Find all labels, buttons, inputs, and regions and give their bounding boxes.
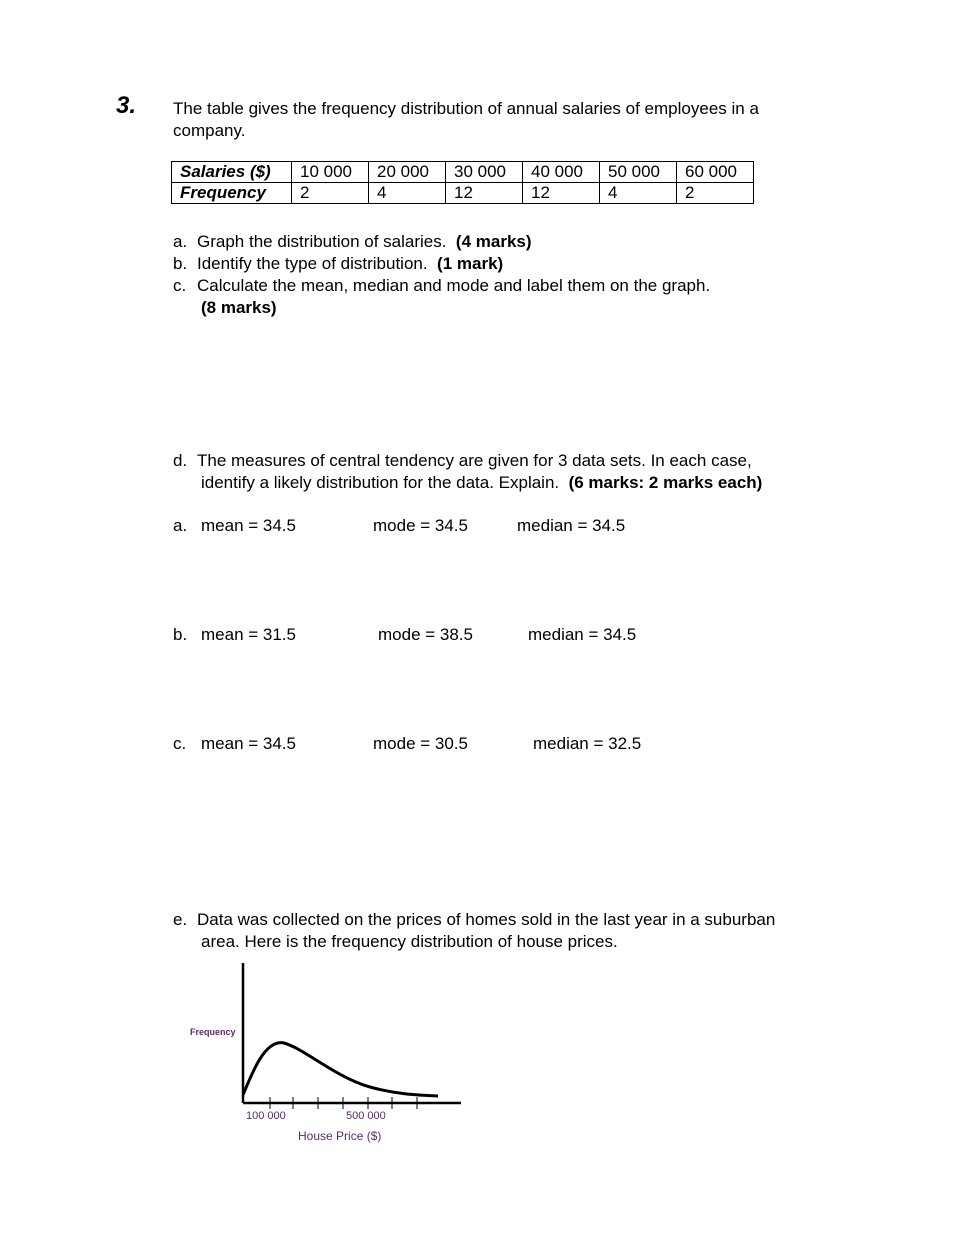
dataset-mode: mode = 30.5 [373, 734, 468, 753]
intro-line-1: The table gives the frequency distribution of annual salaries of employees in a [173, 99, 759, 118]
part-e-marker: e. [173, 910, 188, 929]
part-a-marks: (4 marks) [455, 232, 532, 251]
part-d-marker: d. [173, 451, 188, 470]
row-header-salaries: Salaries ($) [172, 162, 292, 183]
dataset-marker: a. [173, 516, 188, 535]
row-header-frequency: Frequency [172, 183, 292, 204]
part-d-line-1: The measures of central tendency are given for 3 data sets. In each case, [197, 451, 752, 470]
part-d-line-2: identify a likely distribution for the data. Explain. [201, 473, 560, 492]
part-b-text: Identify the type of distribution. [197, 254, 428, 273]
dataset-marker: b. [173, 625, 188, 644]
frequency-cell: 12 [523, 183, 600, 204]
salary-cell: 40 000 [523, 162, 600, 183]
part-d [173, 450, 752, 472]
dataset-mean: mean = 34.5 [201, 734, 296, 753]
dataset-mean: mean = 31.5 [201, 625, 296, 644]
part-b-marker: b. [173, 254, 188, 273]
dataset-median: median = 34.5 [528, 625, 637, 644]
x-tick-label: 100 000 [246, 1110, 286, 1122]
part-b [173, 253, 503, 275]
frequency-cell: 4 [600, 183, 677, 204]
dataset-mode: mode = 38.5 [378, 625, 473, 644]
part-d-marks: (6 marks: 2 marks each) [568, 473, 763, 492]
part-a-text: Graph the distribution of salaries. [197, 232, 447, 251]
salary-cell: 50 000 [600, 162, 677, 183]
dataset-median: median = 32.5 [533, 734, 642, 753]
salary-cell: 60 000 [677, 162, 754, 183]
dataset-mode: mode = 34.5 [373, 516, 468, 535]
part-e-line-1: Data was collected on the prices of homes sold in the last year in a suburban [197, 910, 776, 929]
part-e-line-2: area. Here is the frequency distribution of house prices. [201, 932, 618, 951]
table-row-frequency [172, 183, 754, 204]
salary-frequency-table [171, 161, 754, 204]
part-b-marks: (1 mark) [437, 254, 504, 273]
dataset-median: median = 34.5 [517, 516, 626, 535]
distribution-curve [243, 1043, 438, 1096]
frequency-cell: 12 [446, 183, 523, 204]
dataset-marker: c. [173, 734, 187, 753]
part-c-marks: (8 marks) [201, 298, 277, 317]
frequency-cell: 2 [677, 183, 754, 204]
salary-cell: 20 000 [369, 162, 446, 183]
part-a [173, 231, 532, 253]
frequency-cell: 2 [292, 183, 369, 204]
question-intro [173, 98, 759, 142]
part-c [173, 275, 710, 297]
dataset-mean: mean = 34.5 [201, 516, 296, 535]
intro-line-2: company. [173, 121, 246, 140]
y-axis-label: Frequency [190, 1027, 236, 1037]
table-row-salaries [172, 162, 754, 183]
part-e [173, 909, 775, 931]
x-tick-label: 500 000 [346, 1110, 386, 1122]
part-d-line-2-wrap [201, 472, 762, 494]
house-price-chart [180, 955, 470, 1155]
salary-cell: 30 000 [446, 162, 523, 183]
x-axis-label: House Price ($) [298, 1129, 382, 1143]
part-c-marker: c. [173, 276, 187, 295]
part-a-marker: a. [173, 232, 188, 251]
frequency-cell: 4 [369, 183, 446, 204]
salary-cell: 10 000 [292, 162, 369, 183]
question-number: 3. [116, 92, 137, 119]
part-c-text: Calculate the mean, median and mode and label them on the graph. [197, 276, 711, 295]
